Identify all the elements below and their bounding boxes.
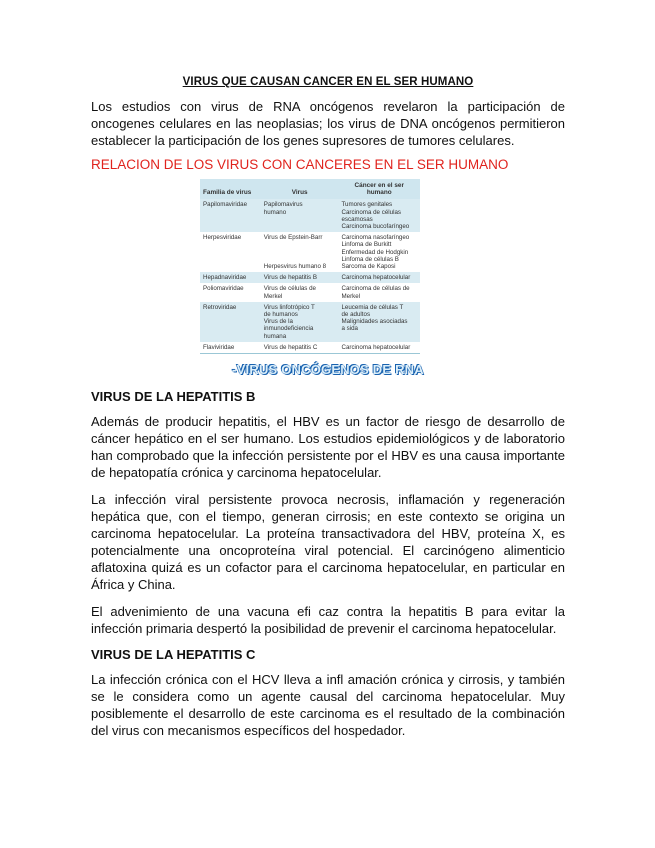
table-cell-cancer	[338, 272, 420, 283]
table-row	[200, 302, 420, 342]
table-cell-virus	[261, 283, 339, 301]
table-cell-line: Virus de hepatitis C	[263, 343, 318, 351]
table-cell-line: Carcinoma de células de	[341, 285, 410, 293]
table-row	[200, 342, 420, 354]
table-cell-line: Linfoma de Burkitt	[341, 241, 392, 249]
table-cell-line: Carcinoma nasofaríngeo	[341, 234, 410, 242]
table-header-cancer: Cáncer en el ser humano	[338, 179, 420, 199]
table-cell-cancer	[338, 302, 420, 342]
table-cell-line: Virus de Epstein-Barr	[263, 234, 323, 242]
table-cell-family	[200, 283, 261, 301]
table-cell-virus	[261, 342, 339, 354]
document-title: VIRUS QUE CAUSAN CANCER EN EL SER HUMANO	[182, 76, 474, 88]
table-cell-line: Herpesvirus humano 8	[263, 263, 327, 271]
table-body	[200, 199, 420, 353]
hepatitis-b-paragraph-2: La infección viral persistente provoca necrosis, inflamación y regeneración hepática que, con el tiempo, generan cirrosis; en este contexto se origina un carcinoma hepatocelular. La proteína transactivadora del HBV, proteína X, es potencialmente una oncoproteína viral potencial. El carcinógeno alimenticio aflatoxina quizá es un cofactor para el carcinoma hepatocelular, en particular en África y China.	[91, 492, 565, 593]
table-cell-family	[200, 272, 261, 283]
table-cell-line: Carcinoma de células	[341, 208, 401, 216]
table-cell-line	[264, 241, 336, 248]
virus-cancer-table	[200, 179, 420, 354]
table-cell-virus	[261, 272, 339, 283]
table-cell-line: Merkel	[263, 292, 283, 300]
table-row	[200, 283, 420, 301]
table-cell-line: humana	[263, 332, 287, 340]
intro-paragraph: Los estudios con virus de RNA oncógenos revelaron la participación de oncogenes celulares en las neoplasias; los virus de DNA oncógenos permitieron establecer la participación de los genes supresores de tumores celulares.	[91, 99, 565, 148]
table-header-family: Familia de virus	[200, 179, 261, 199]
table-row	[200, 232, 420, 272]
table-cell-line: Enfermedad de Hodgkin	[341, 248, 409, 256]
table-cell-cancer	[338, 199, 420, 232]
table-cell-line: humano	[263, 208, 287, 216]
table-row	[200, 199, 420, 232]
relation-heading: RELACION DE LOS VIRUS CON CANCERES EN EL SER HUMANO	[91, 157, 509, 172]
table-cell-line: Leucemia de células T	[341, 303, 404, 311]
table-cell-line: Linfoma de células B	[341, 255, 399, 263]
table-cell-line: Hepadnaviridae	[203, 274, 247, 282]
table-cell-family	[200, 302, 261, 342]
table-cell-line: Virus de la	[263, 318, 293, 326]
table-cell-line	[264, 249, 336, 256]
table-row	[200, 272, 420, 283]
hepatitis-b-heading: VIRUS DE LA HEPATITIS B	[91, 389, 256, 405]
table-cell-line: de adultos	[341, 311, 371, 319]
table-cell-line: Virus linfotrópico T	[263, 303, 315, 311]
table-cell-family	[200, 232, 261, 272]
table-cell-family	[200, 199, 261, 232]
hepatitis-c-heading: VIRUS DE LA HEPATITIS C	[91, 647, 256, 663]
table-cell-line: Papilomavirus	[263, 201, 303, 209]
rna-viruses-heading: -VIRUS ONCÓGENOS DE RNA	[232, 362, 424, 378]
hepatitis-b-paragraph-1: Además de producir hepatitis, el HBV es un factor de riesgo de desarrollo de cáncer hepático en el ser humano. Los estudios epidemiológicos y de laboratorio han comprobado que la infección persistente por el HBV es una causa importante de hepatopatía crónica y carcinoma hepatocelular.	[91, 414, 565, 481]
table-cell-cancer	[338, 232, 420, 272]
table-cell-line: Carcinoma hepatocelular	[341, 343, 411, 351]
table-cell-line: inmunodeficiencia	[263, 325, 314, 333]
table-cell-line: Carcinoma bucofaríngeo	[341, 223, 410, 231]
table-cell-line: Malignidades asociadas	[341, 318, 408, 326]
hepatitis-c-paragraph: La infección crónica con el HCV lleva a infl amación crónica y cirrosis, y también se le considera como un agente causal del carcinoma hepatocelular. Muy posiblemente el desarrollo de este carcinoma es el resultado de la combinación del virus con mecanismos específicos del hospedador.	[91, 672, 565, 739]
table-cell-virus	[261, 232, 339, 272]
table-cell-line: Tumores genitales	[341, 201, 393, 209]
table-cell-line: Flaviviridae	[203, 343, 235, 351]
table-cell-cancer	[338, 283, 420, 301]
table-cell-virus	[261, 302, 339, 342]
table-cell-line	[264, 256, 336, 263]
table-cell-line: a sida	[341, 325, 358, 333]
table-cell-line: Herpesviridae	[203, 234, 242, 242]
table-cell-line: Retroviridae	[203, 303, 237, 311]
table-cell-line: Sarcoma de Kaposi	[341, 263, 396, 271]
table-cell-line: Papilomaviridae	[203, 201, 248, 209]
table-header-virus: Virus	[261, 179, 339, 199]
table-cell-line: Virus de células de	[263, 285, 316, 293]
table-cell-virus	[261, 199, 339, 232]
table-cell-line: Merkel	[341, 292, 361, 300]
hepatitis-b-paragraph-3: El advenimiento de una vacuna efi caz contra la hepatitis B para evitar la infección primaria despertó la posibilidad de prevenir el carcinoma hepatocelular.	[91, 604, 565, 637]
table-cell-line: escamosas	[341, 215, 373, 223]
table-cell-family	[200, 342, 261, 354]
table-cell-line: Poliomaviridae	[203, 285, 244, 293]
table-cell-cancer	[338, 342, 420, 354]
table-cell-line: Carcinoma hepatocelular	[341, 274, 411, 282]
document-page	[91, 76, 565, 739]
table-cell-line: Virus de hepatitis B	[263, 274, 317, 282]
table-cell-line: de humanos	[263, 311, 298, 319]
